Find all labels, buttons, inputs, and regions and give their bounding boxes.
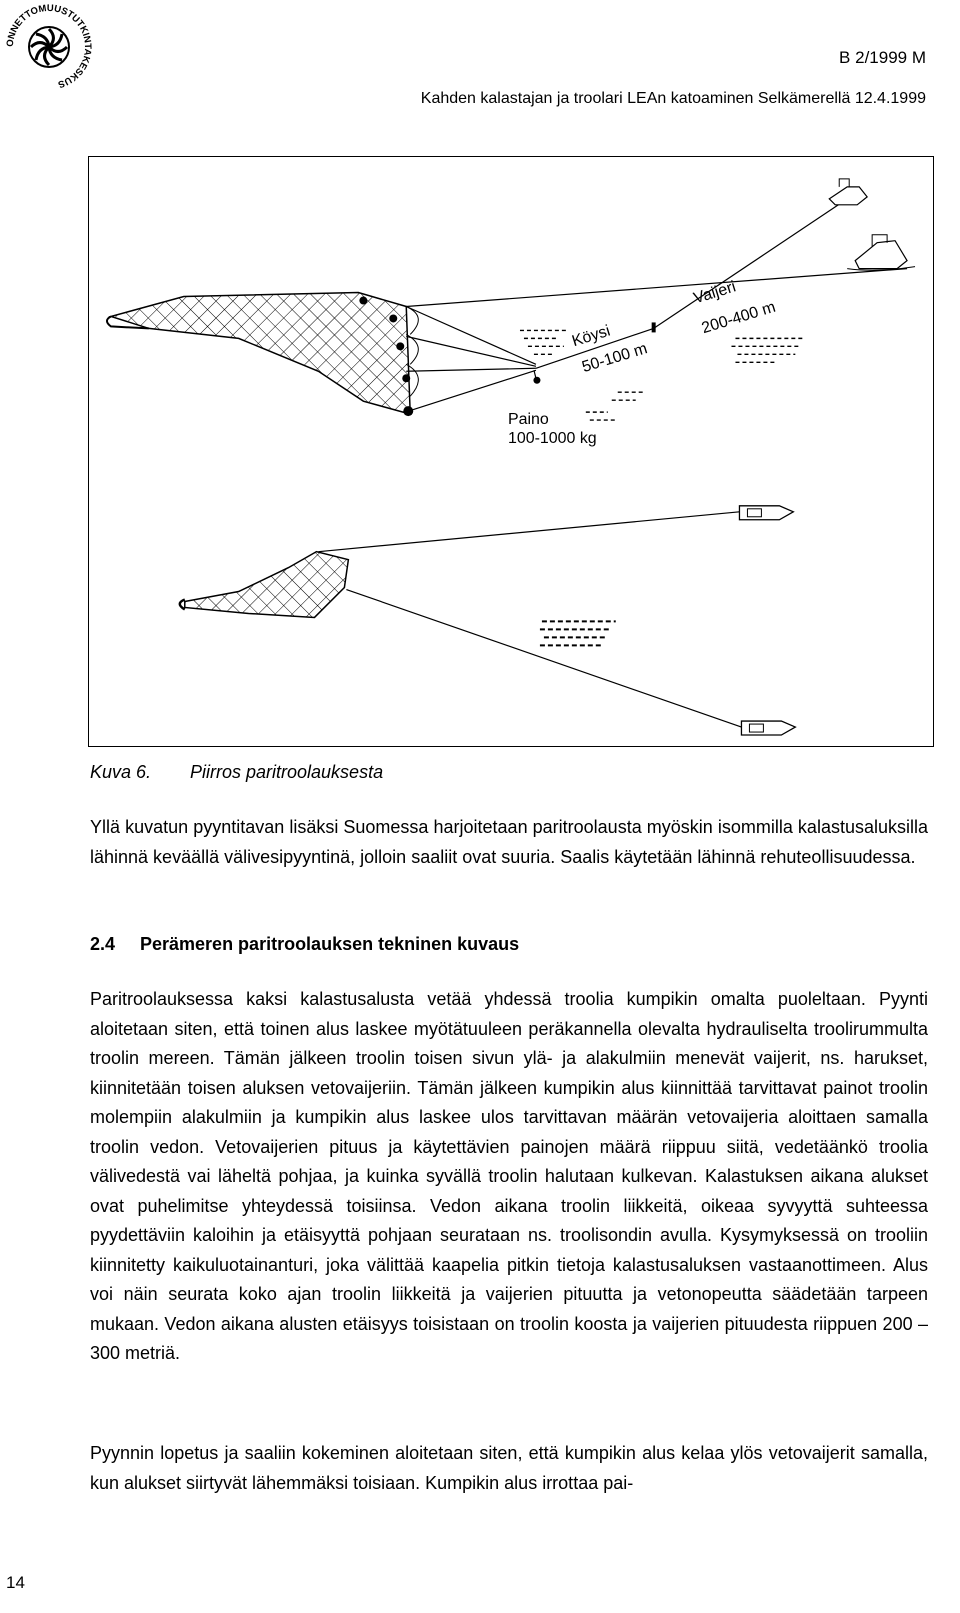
- label-vaijeri-length: 200-400 m: [699, 298, 778, 338]
- boat-top: [739, 506, 793, 520]
- label-vaijeri: Vaijeri: [691, 278, 738, 308]
- caption-number: Kuva 6.: [90, 762, 152, 782]
- upper-trawl-drawing: [107, 179, 915, 447]
- logo-text: ONNETTOMUUSTUTKINTAKESKUS: [6, 4, 92, 90]
- document-title: Kahden kalastajan ja troolari LEAn katoaminen Selkämerellä 12.4.1999: [420, 90, 926, 107]
- label-paino-mass: 100-1000 kg: [508, 430, 597, 448]
- section-heading: [90, 934, 519, 955]
- figure-pair-trawling-drawing: [88, 156, 934, 747]
- label-koysi-length: 50-100 m: [580, 340, 650, 377]
- boat-bottom: [741, 721, 795, 735]
- organization-logo: [6, 4, 92, 90]
- paragraph-technical-description: Paritroolauksessa kaksi kalastusalusta vetää yhdessä troolia kumpikin omalta puoleltaan. Pyynti aloitetaan siten, että toinen alus laskee myötätuuleen peräkannella olevalta hydrauliselta troolirummulta troolin mereen. Tämän jälkeen troolin toisen sivun ylä- ja alakulmiin menevät vaijerit, ns. harukset, kiinnitetään toisen aluksen vetovaijeriin. Tämän jälkeen kumpikin alus kiinnittää tarvittavat painot troolin molempiin alakulmiin ja kumpikin alus laskee ulos tarvittavan määrän vetovaijeria aloittaen samalla troolin vedon. Vetovaijerien pituus ja käytettävien painojen määrä riippuu siitä, vedetäänkö troolia välivedestä vai läheltä pohjaa, ja kuinka syvällä troolin halutaan kulkevan. Kalastuksen aikana alukset ovat puhelimitse yhteydessä toisiinsa. Vedon aikana troolin liikkeitä, oikeaa syvyyttä suhteessa pyydettäviin kaloihin ja etäisyyttä pohjaan seurataan ns. troolisondin avulla. Kysymyksessä on trooliin kiinnitetty kaikuluotainanturi, joka välittää kaapelia pitkin tietoja kalastusaluksen vastaanottimeen. Alus voi näin seurata koko ajan troolin liikkeitä ja vaijerien pituutta ja vetonopeutta säädetään tarpeen mukaan. Vedon aikana alusten etäisyys toisistaan on troolin koosta ja vaijerien pituudesta riippuen 200 – 300 metriä.: [90, 989, 928, 1363]
- caption-text: Piirros paritroolauksesta: [190, 762, 384, 782]
- document-code: B 2/1999 M: [839, 48, 926, 67]
- figure-caption: [90, 762, 383, 783]
- paragraph-intro: Yllä kuvatun pyyntitavan lisäksi Suomessa harjoitetaan paritroolausta myöskin isommilla kalastusaluksilla lähinnä keväällä välivesipyyntinä, jolloin saaliit ovat suuria. Saalis käytetään lähinnä rehuteollisuudessa.: [90, 817, 928, 867]
- page-number: 14: [6, 1573, 25, 1592]
- label-paino: Paino: [508, 411, 549, 429]
- section-title: Perämeren paritroolauksen tekninen kuvaus: [140, 934, 520, 954]
- lower-trawl-drawing: [180, 506, 796, 735]
- paragraph-ending: Pyynnin lopetus ja saaliin kokeminen aloitetaan siten, että kumpikin alus kelaa ylös vetovaijerit samalla, kun alukset siirtyvät lähemmäksi toisiaan. Kumpikin alus irrottaa pai-: [90, 1443, 928, 1493]
- section-number: 2.4: [90, 934, 116, 954]
- label-koysi: Köysi: [570, 322, 613, 351]
